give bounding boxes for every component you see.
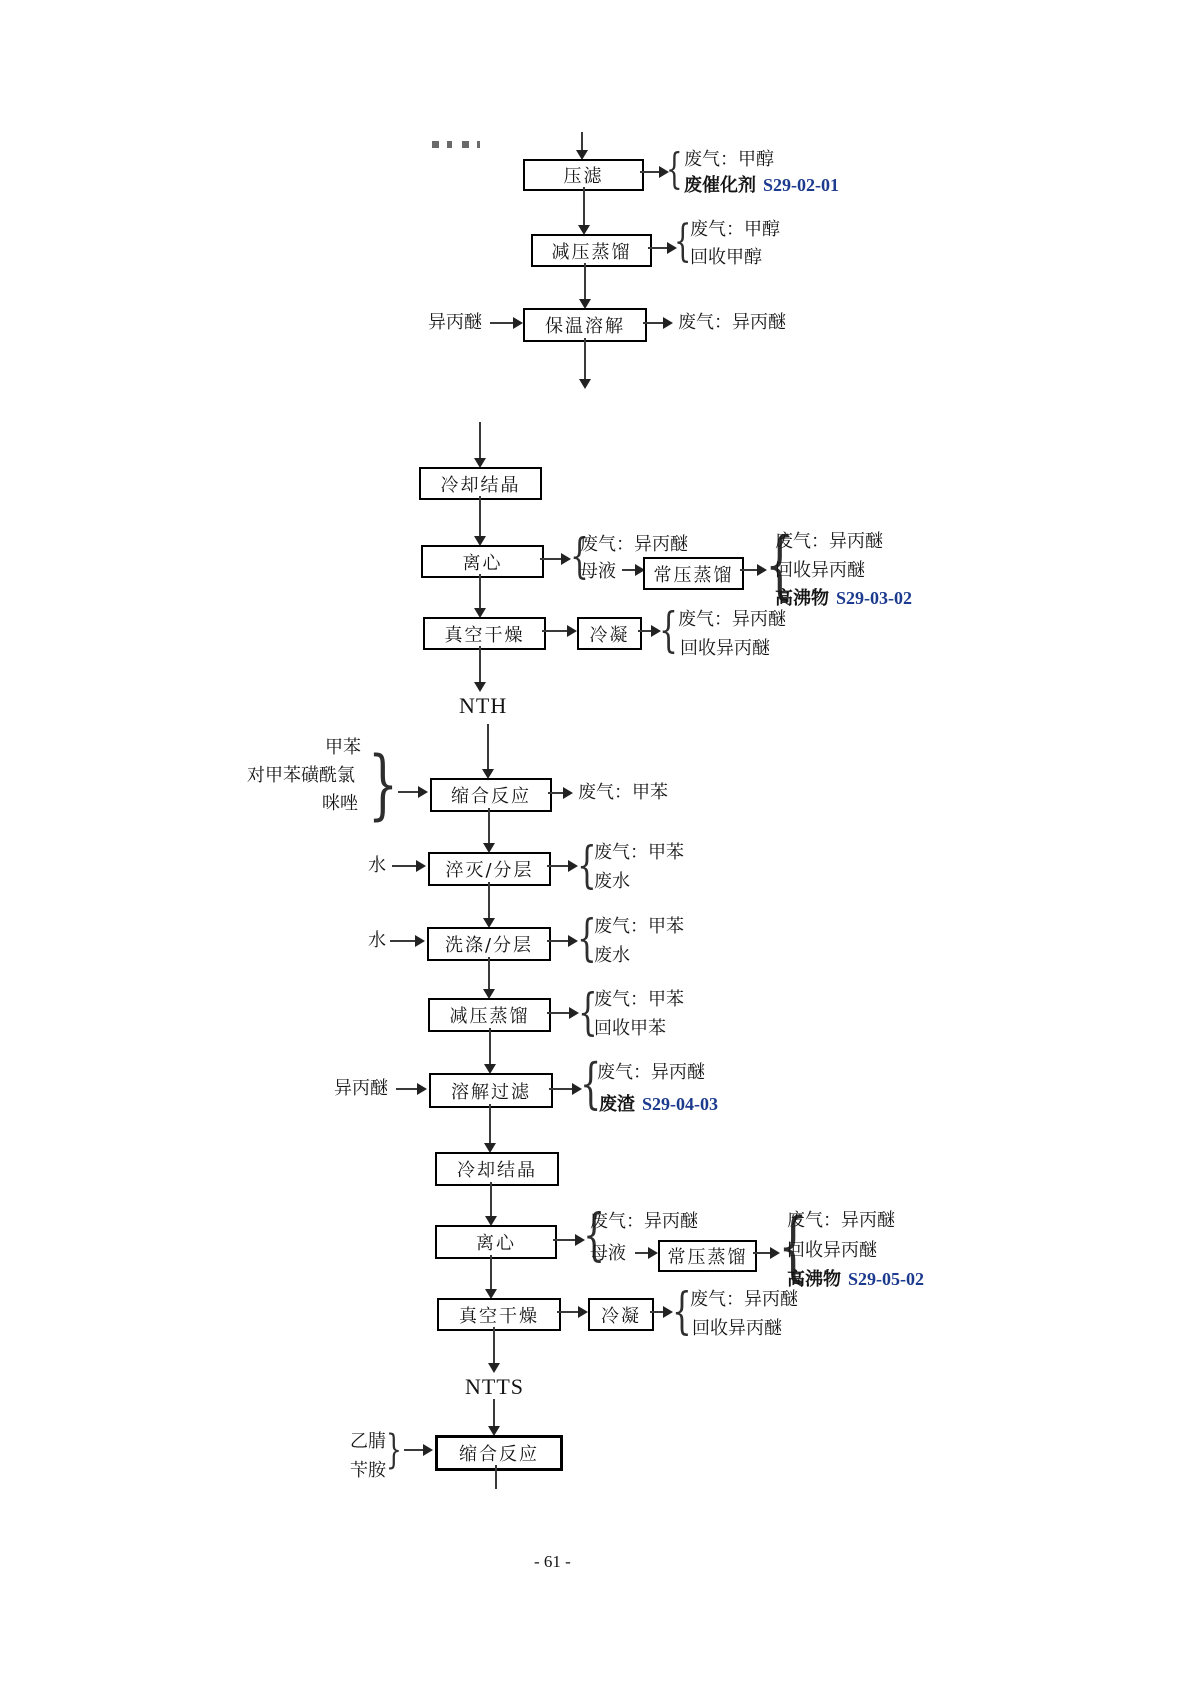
flow-arrow-down [490,1182,492,1216]
annotation-recovered-methanol: 回收甲醇 [690,247,762,268]
process-box-cooling-crystallization: 冷却结晶 [435,1152,559,1186]
brace-right [368,744,398,824]
annotation-waste-catalyst: 废催化剂 S29-02-01 [684,175,839,196]
flow-arrow-right [553,1239,575,1241]
annotation-waste-gas: 废气：甲醇 [690,219,780,240]
annotation-mother-liquor: 母液 [590,1243,626,1264]
flow-arrow-right [650,1311,663,1313]
annotation-recovered-ipe: 回收异丙醚 [692,1318,782,1339]
flow-arrow-right [390,940,415,942]
annotation-waste-gas: 废气：异丙醚 [580,534,688,555]
flow-arrow-right [547,1012,569,1014]
flow-arrow-right [547,865,568,867]
flow-arrow-right [540,558,561,560]
waste-code: S29-04-03 [642,1094,718,1114]
flow-arrow-down [479,574,481,608]
annotation-recovered-ipe: 回收异丙醚 [680,638,770,659]
flow-arrow-right [549,1088,572,1090]
flow-arrow-right [635,1252,648,1254]
flow-arrow-down [488,808,490,843]
flow-line-continues [495,1465,497,1489]
flow-arrow-right [622,569,635,571]
process-box-warm-dissolve: 保温溶解 [523,308,647,342]
process-box-cooling-crystallization: 冷却结晶 [419,467,542,500]
flow-arrow-right [398,791,418,793]
brace-right [386,1429,402,1471]
input-label-ptscl: 对甲苯磺酰氯 [247,765,355,786]
annotation-high-boiler: 高沸物 S29-05-02 [787,1269,924,1290]
input-label-water: 水 [368,855,386,876]
process-box-condensation-reaction: 缩合反应 [435,1435,563,1471]
clipped-text-fragment [432,141,480,148]
flow-arrow-down [487,724,489,769]
process-box-atmospheric-distillation: 常压蒸馏 [643,557,744,590]
annotation-mother-liquor: 母液 [580,561,616,582]
flow-arrow-down [488,957,490,989]
annotation-waste-gas: 废气：异丙醚 [775,531,883,552]
annotation-waste-gas: 废气：异丙醚 [590,1211,698,1232]
process-box-vacuum-distillation: 减压蒸馏 [531,234,652,267]
annotation-waste-gas: 废气：甲苯 [594,989,684,1010]
annotation-waste-gas: 废气：异丙醚 [678,609,786,630]
flow-arrow-right [548,792,563,794]
process-box-dissolve-filter: 溶解过滤 [429,1073,553,1108]
flow-arrow-right [753,1252,770,1254]
input-label-acetonitrile: 乙腈 [350,1431,386,1452]
flow-arrow-right [643,322,663,324]
flow-arrow-right [740,569,757,571]
brace-left [674,219,691,265]
flow-arrow-down [490,1255,492,1289]
product-label-ntts: NTTS [465,1374,524,1399]
annotation-recovered-ipe: 回收异丙醚 [775,560,865,581]
brace-left [659,605,678,655]
process-box-condensation-reaction: 缩合反应 [430,778,552,812]
annotation-recovered-toluene: 回收甲苯 [594,1018,666,1039]
input-label-water: 水 [368,930,386,951]
annotation-waste-gas: 废气：异丙醚 [678,312,786,333]
process-box-vacuum-dry: 真空干燥 [423,617,546,650]
page-number: - 61 - [534,1552,571,1571]
flow-arrow-down [479,496,481,536]
process-box-condense: 冷凝 [577,617,642,650]
annotation-waste-water: 废水 [594,871,630,892]
annotation-recovered-ipe: 回收异丙醚 [787,1240,877,1261]
process-box-atmospheric-distillation: 常压蒸馏 [658,1240,757,1272]
flow-arrow-right [392,865,416,867]
flow-arrow-right [404,1449,423,1451]
flow-arrow-down [489,1104,491,1143]
flow-arrow-down [489,1028,491,1064]
flow-arrow-down [581,132,583,150]
flow-arrow-right [640,171,659,173]
flow-arrow-down [479,646,481,682]
process-box-centrifuge: 离心 [435,1225,557,1259]
annotation-waste-gas: 废气：甲苯 [594,842,684,863]
waste-code: S29-02-01 [763,175,839,195]
annotation-waste-gas: 废气：甲苯 [578,782,668,803]
process-box-centrifuge: 离心 [421,545,544,578]
flow-arrow-down [583,187,585,225]
brace-left [672,1285,692,1338]
flow-arrow-down [584,263,586,299]
input-label-imidazole: 咪唑 [322,793,358,814]
flow-arrow-down [488,882,490,918]
flow-arrow-down [479,422,481,458]
process-box-quench-separate: 淬灭/分层 [428,852,551,886]
annotation-waste-gas: 废气：异丙醚 [787,1210,895,1231]
flow-arrow-right [490,322,513,324]
process-box-press-filter: 压滤 [523,159,644,191]
flow-arrow-down [493,1327,495,1363]
process-box-vacuum-distillation: 减压蒸馏 [428,998,551,1032]
flow-arrow-right [648,247,667,249]
flow-arrow-down [584,338,586,379]
annotation-high-boiler: 高沸物 S29-03-02 [775,588,912,609]
flow-arrow-right [396,1088,417,1090]
input-label-ipe: 异丙醚 [334,1078,388,1099]
product-label-nth: NTH [459,693,508,718]
annotation-waste-water: 废水 [594,945,630,966]
waste-code: S29-03-02 [836,588,912,608]
annotation-waste-gas: 废气：异丙醚 [690,1289,798,1310]
annotation-waste-residue: 废渣 S29-04-03 [599,1094,718,1115]
flow-arrow-down [493,1399,495,1426]
flow-arrow-right [638,630,651,632]
process-box-wash-separate: 洗涤/分层 [427,927,551,961]
input-label-toluene: 甲苯 [325,737,361,758]
brace-left [666,147,683,191]
process-box-vacuum-dry: 真空干燥 [437,1298,561,1331]
flow-arrow-right [542,630,567,632]
annotation-waste-gas: 废气：甲苯 [594,916,684,937]
annotation-waste-gas: 废气：异丙醚 [597,1062,705,1083]
process-box-condense: 冷凝 [588,1298,654,1331]
input-label-ipe: 异丙醚 [428,312,482,333]
flow-arrow-right [557,1311,578,1313]
flow-arrow-right [547,940,568,942]
waste-code: S29-05-02 [848,1269,924,1289]
input-label-benzylamine: 苄胺 [350,1460,386,1481]
annotation-waste-gas: 废气：甲醇 [684,149,774,170]
